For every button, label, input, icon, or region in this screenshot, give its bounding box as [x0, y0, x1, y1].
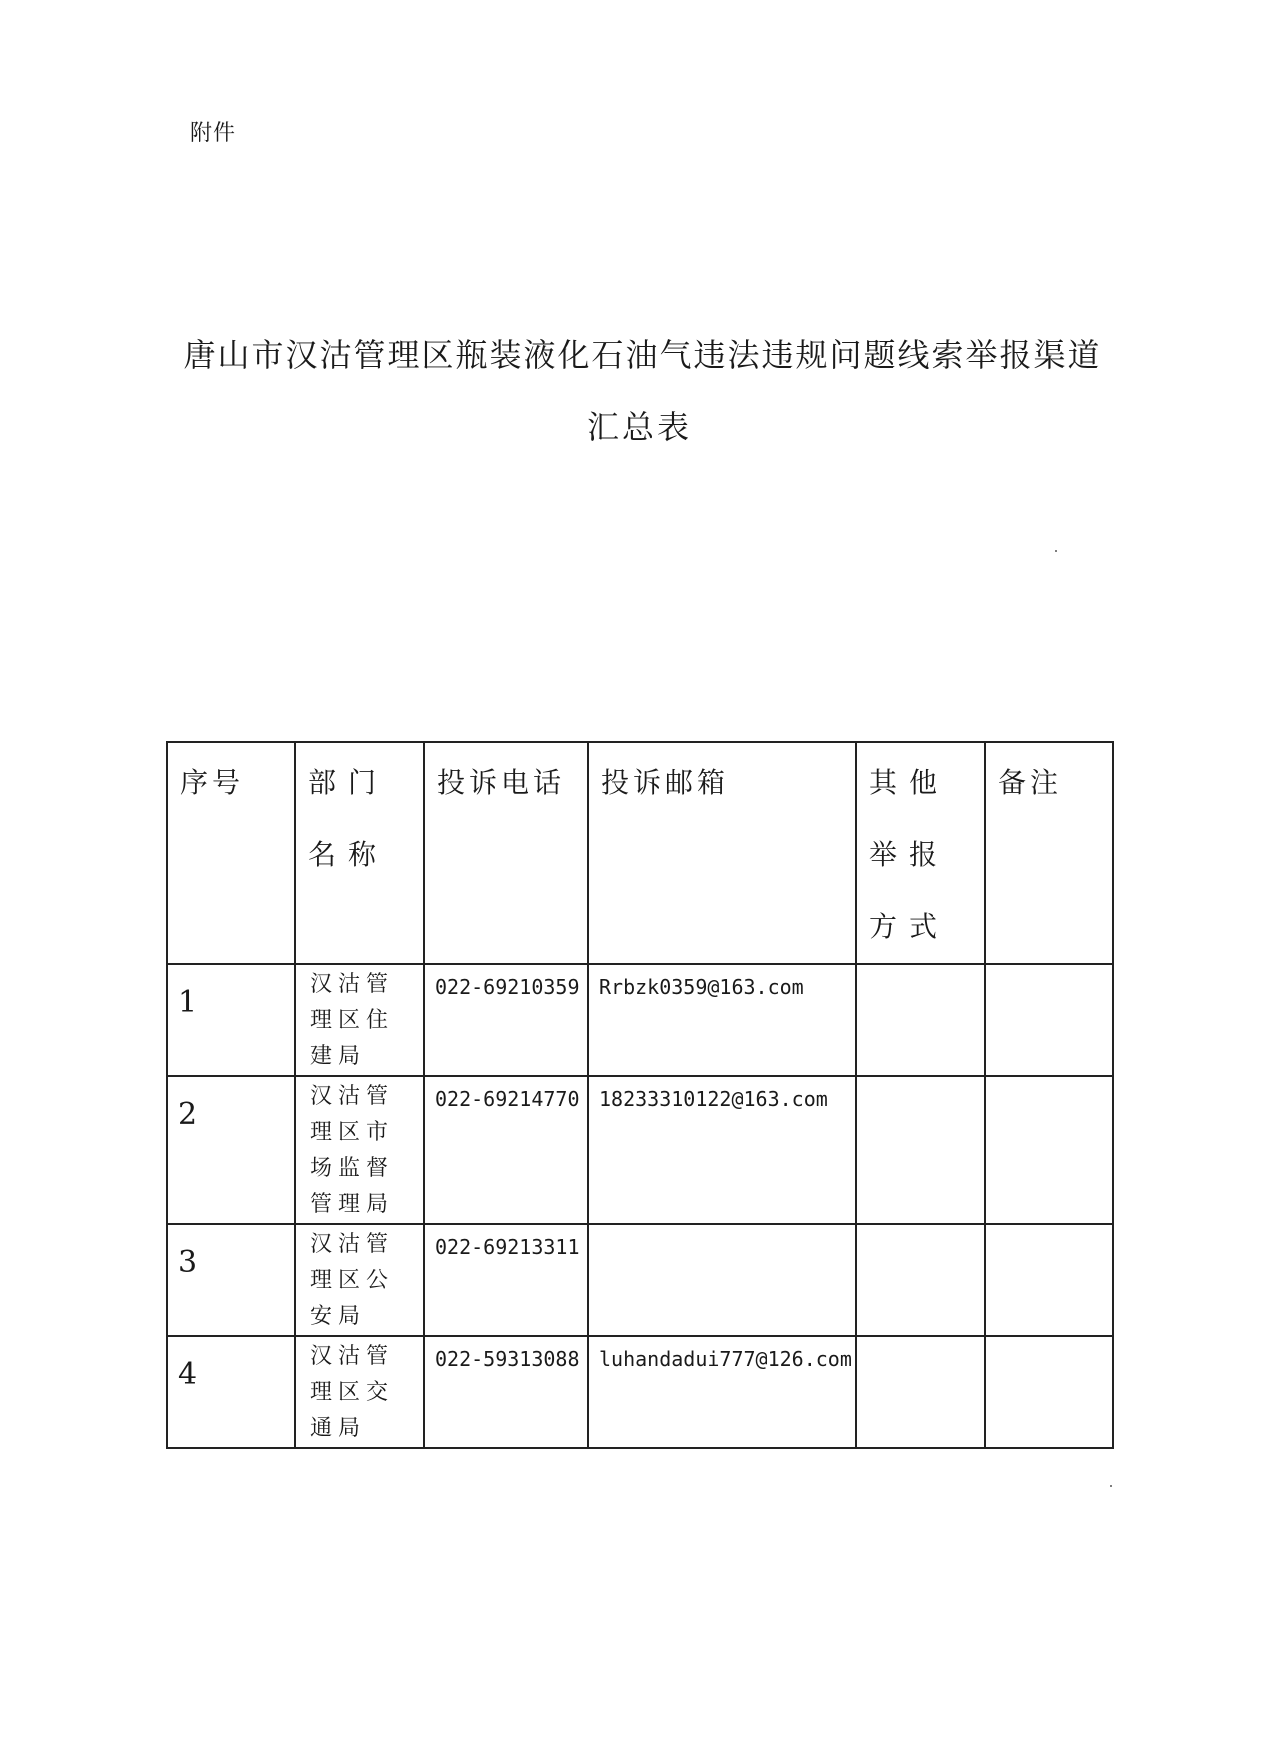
scan-speck — [1055, 550, 1057, 552]
table-row — [167, 964, 1113, 1076]
row-remarks — [985, 964, 1113, 1076]
row-other — [856, 1076, 985, 1224]
row-other — [856, 1336, 985, 1448]
header-department: 部门名称 — [295, 742, 424, 964]
row-email — [588, 1224, 856, 1336]
row-index: 3 — [167, 1224, 295, 1336]
report-channels-table — [166, 741, 1114, 1449]
row-phone: 022-69210359 — [424, 964, 588, 1076]
header-index: 序号 — [167, 742, 295, 964]
table-row — [167, 1076, 1113, 1224]
document-subtitle: 汇总表 — [586, 408, 692, 446]
table-header-row — [167, 742, 1113, 964]
row-index: 1 — [167, 964, 295, 1076]
row-remarks — [985, 1076, 1113, 1224]
row-remarks — [985, 1224, 1113, 1336]
row-other — [856, 964, 985, 1076]
row-email: 18233310122@163.com — [588, 1076, 856, 1224]
row-other — [856, 1224, 985, 1336]
scan-speck — [1110, 1485, 1112, 1487]
row-phone: 022-59313088 — [424, 1336, 588, 1448]
header-phone: 投诉电话 — [424, 742, 588, 964]
row-index: 2 — [167, 1076, 295, 1224]
row-department: 汉沽管理区住建局 — [295, 964, 424, 1076]
row-index: 4 — [167, 1336, 295, 1448]
row-phone: 022-69214770 — [424, 1076, 588, 1224]
table-row — [167, 1336, 1113, 1448]
row-email: Rrbzk0359@163.com — [588, 964, 856, 1076]
row-email: luhandadui777@126.com — [588, 1336, 856, 1448]
row-department: 汉沽管理区交通局 — [295, 1336, 424, 1448]
attachment-label: 附件 — [190, 121, 237, 146]
row-department: 汉沽管理区公安局 — [295, 1224, 424, 1336]
header-remarks: 备注 — [985, 742, 1113, 964]
row-department: 汉沽管理区市场监督管理局 — [295, 1076, 424, 1224]
header-email: 投诉邮箱 — [588, 742, 856, 964]
header-other: 其他举报方式 — [856, 742, 985, 964]
row-remarks — [985, 1336, 1113, 1448]
document-title: 唐山市汉沽管理区瓶装液化石油气违法违规问题线索举报渠道 — [183, 336, 1102, 374]
row-phone: 022-69213311 — [424, 1224, 588, 1336]
table-row — [167, 1224, 1113, 1336]
